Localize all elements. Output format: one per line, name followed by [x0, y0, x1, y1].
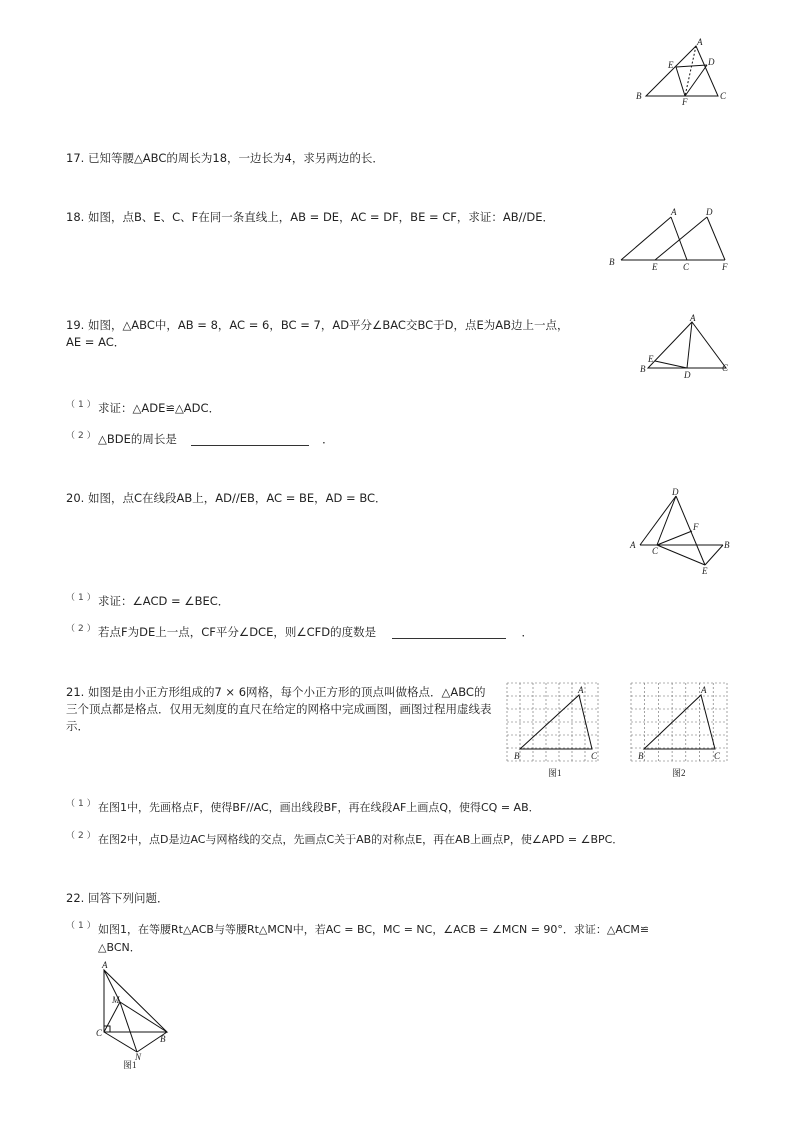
question-18: 18. 如图，点B、E、C、F在同一条直线上，AB = DE，AC = DF，BE = CF，求证：AB//DE．	[66, 210, 555, 224]
label-d: D	[708, 57, 715, 67]
label-e: E	[652, 262, 658, 272]
label-b: B	[160, 1034, 166, 1044]
q21-part1: 在图1中，先画格点F，使得BF//AC，画出线段BF，再在线段AF上画点Q，使得CQ = AB．	[98, 801, 540, 814]
q22-figure-1	[95, 960, 175, 1075]
label-n: N	[135, 1052, 142, 1062]
q18-figure	[605, 205, 735, 275]
segment-df	[685, 65, 707, 96]
q21-part2: 在图2中，点D是边AC与网格线的交点，先画点C关于AB的对称点E，再在AB上画点P，使∠APD = ∠BPC．	[98, 833, 624, 846]
question-19-line2: AE = AC．	[66, 335, 126, 349]
label-d: D	[706, 207, 713, 217]
label-f: F	[693, 522, 699, 532]
label-a: A	[690, 313, 696, 323]
segment-cn	[104, 1032, 137, 1052]
segment-cf	[657, 531, 692, 545]
segment-cm	[104, 1002, 120, 1032]
q20-part2-end: ．	[521, 625, 533, 639]
caption-fig1: 图1	[123, 1060, 137, 1070]
triangle-abc	[648, 322, 726, 368]
segment-ed	[655, 361, 687, 368]
label-c: C	[652, 546, 659, 556]
label-a: A	[697, 37, 703, 47]
question-21-line1: 21. 如图是由小正方形组成的7 × 6网格，每个小正方形的顶点叫做格点．△ABC的	[66, 685, 486, 699]
q19-part2-number: （2）	[66, 431, 99, 441]
label-c: C	[720, 91, 727, 101]
segment-mb	[120, 1002, 167, 1032]
q20-part2	[98, 623, 533, 642]
question-21-line3: 示．	[66, 719, 89, 733]
label-f: F	[722, 262, 728, 272]
question-20: 20. 如图，点C在线段AB上，AD//EB，AC = BE，AD = BC．	[66, 491, 387, 505]
q22-part1-line1: 如图1，在等腰Rt△ACB与等腰Rt△MCN中，若AC = BC，MC = NC，∠ACB = ∠MCN = 90°．求证：△ACM≌	[98, 923, 650, 936]
label-c: C	[714, 751, 721, 761]
top-triangle-figure	[630, 38, 730, 108]
label-b: B	[609, 257, 615, 267]
q19-part1-number: （1）	[66, 400, 99, 410]
segment-eb	[705, 545, 723, 565]
segment-mn	[120, 1002, 137, 1052]
q22-part1-number: （1）	[66, 921, 99, 931]
label-c: C	[683, 262, 690, 272]
caption-fig1: 图1	[548, 768, 562, 778]
segment-df	[707, 217, 725, 260]
question-19-line1: 19. 如图，△ABC中，AB = 8，AC = 6，BC = 7，AD平分∠BAC交BC于D，点E为AB边上一点，	[66, 318, 569, 332]
q22-part1-line2: △BCN．	[98, 941, 141, 954]
q19-answer-blank[interactable]	[191, 433, 309, 446]
label-c: C	[722, 363, 729, 373]
label-b: B	[636, 91, 642, 101]
q19-part2-end: ．	[322, 432, 334, 446]
label-d: D	[684, 370, 691, 380]
label-b: B	[514, 751, 520, 761]
label-a: A	[630, 540, 636, 550]
q19-part2-text: △BDE的周长是	[98, 432, 177, 446]
q20-figure	[625, 487, 735, 576]
q19-part1: 求证：△ADE≌△ADC．	[98, 401, 221, 415]
segment-ad	[640, 496, 676, 545]
label-f: F	[682, 97, 688, 107]
question-21-line2: 三个顶点都是格点．仅用无刻度的直尺在给定的网格中完成画图，画图过程用虚线表	[66, 702, 492, 716]
q21-part2-number: （2）	[66, 831, 99, 841]
triangle-abc	[646, 46, 718, 96]
q20-part2-number: （2）	[66, 624, 99, 634]
segment-ad	[687, 322, 692, 368]
label-d: D	[672, 487, 679, 497]
question-22: 22. 回答下列问题．	[66, 891, 169, 905]
label-a: A	[578, 685, 584, 695]
label-b: B	[640, 364, 646, 374]
label-c: C	[591, 751, 598, 761]
q20-part1-number: （1）	[66, 593, 99, 603]
label-a: A	[102, 960, 108, 970]
q20-answer-blank[interactable]	[392, 626, 506, 639]
label-e: E	[648, 354, 654, 364]
segment-ef	[676, 67, 685, 96]
q21-figure-1	[507, 683, 607, 781]
q21-figure-2	[631, 683, 731, 781]
label-a: A	[671, 207, 677, 217]
segment-dc	[657, 496, 676, 545]
label-e: E	[702, 566, 708, 576]
q19-figure	[638, 314, 738, 384]
q20-part2-text: 若点F为DE上一点，CF平分∠DCE，则∠CFD的度数是	[98, 625, 377, 639]
q21-part1-number: （1）	[66, 799, 99, 809]
q20-part1: 求证：∠ACD = ∠BEC．	[98, 594, 230, 608]
caption-fig2: 图2	[672, 768, 686, 778]
question-17: 17. 已知等腰△ABC的周长为18，一边长为4，求另两边的长．	[66, 151, 384, 165]
q19-part2	[98, 430, 334, 449]
label-c: C	[96, 1028, 103, 1038]
label-a: A	[701, 685, 707, 695]
label-b: B	[638, 751, 644, 761]
label-m: M	[112, 995, 120, 1005]
segment-ac	[671, 217, 687, 260]
label-e: E	[668, 60, 674, 70]
label-b: B	[724, 540, 730, 550]
